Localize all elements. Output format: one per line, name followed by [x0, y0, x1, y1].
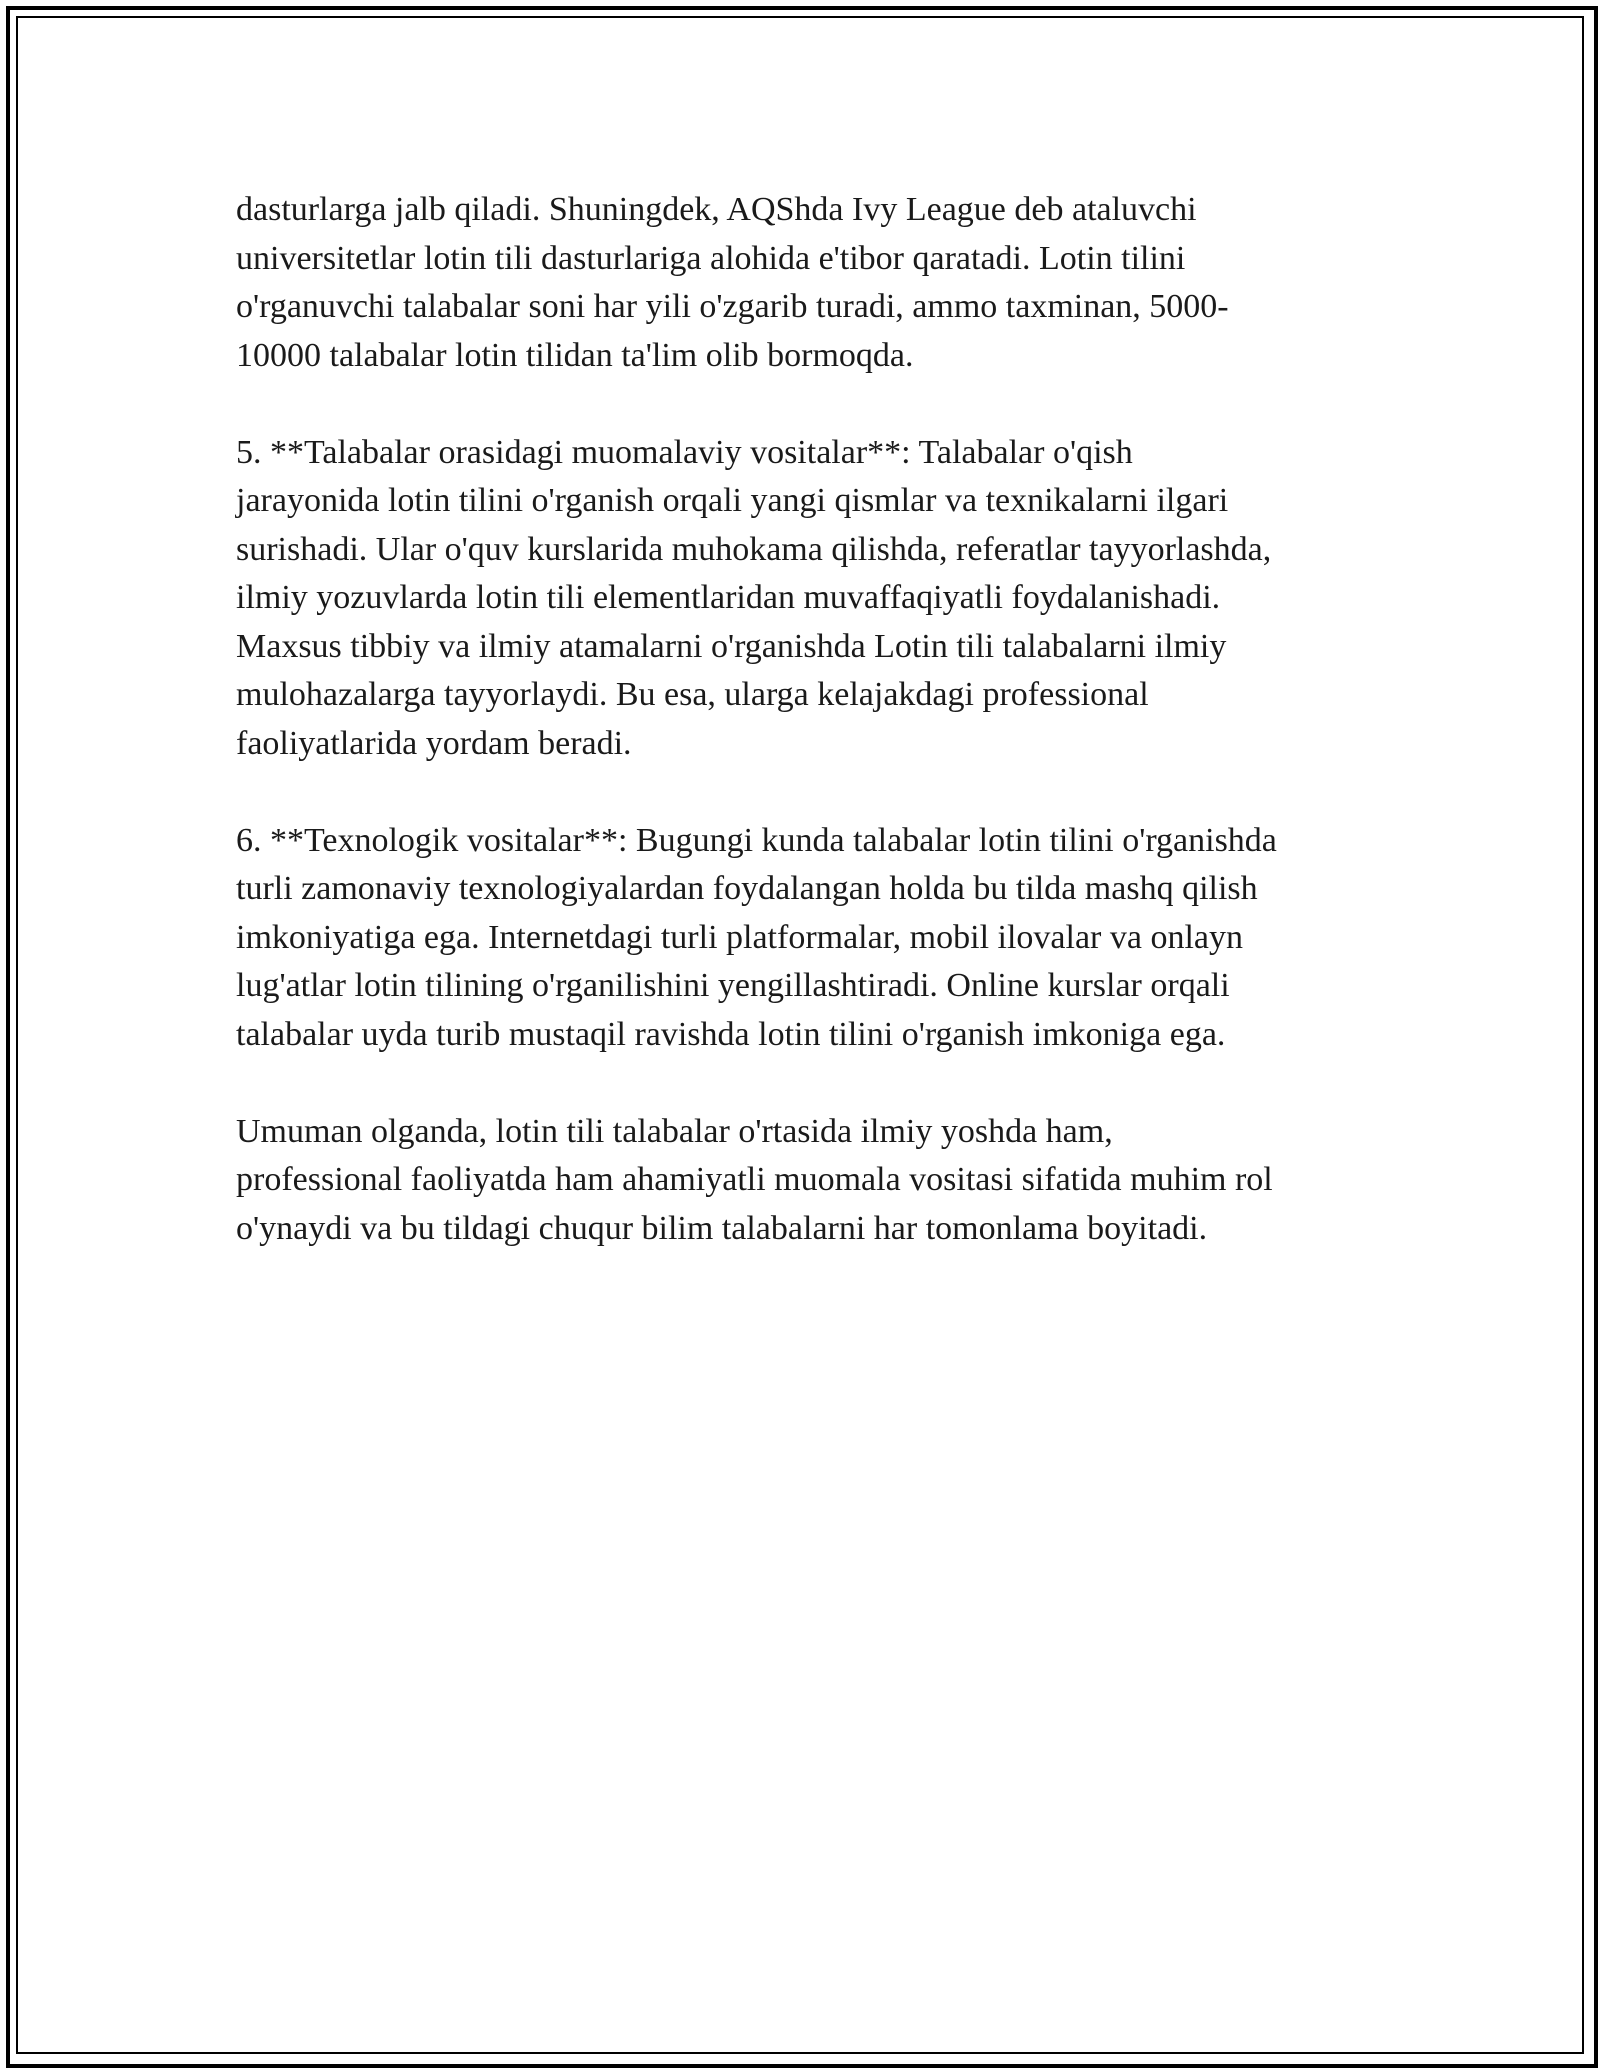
paragraph-item-5: 5. **Talabalar orasidagi muomalaviy vositalar**: Talabalar o'qish jarayonida lotin tilini o'rganish orqali yangi qismlar va texnikalarni ilgari surishadi. Ular o'quv kurslarida muhokama qilishda, referatlar tayyorlashda, ilmiy yozuvlarda lotin tili elementlaridan muvaffaqiyatli foydalanishadi. Maxsus tibbiy va ilmiy atamalarni o'rganishda Lotin tili talabalarni ilmiy mulohazalarga tayyorlaydi. Bu esa, ularga kelajakdagi professional faoliyatlarida yordam beradi.	[236, 433, 1272, 762]
document-body	[236, 186, 1376, 1302]
paragraph-conclusion: Umuman olganda, lotin tili talabalar o'rtasida ilmiy yoshda ham, professional faoliyatda ham ahamiyatli muomala vositasi sifatida muhim rol o'ynaydi va bu tildagi chuqur bilim talabalarni har tomonlama boyitadi.	[236, 1112, 1273, 1247]
paragraph-intro-continuation: dasturlarga jalb qiladi. Shuningdek, AQShda Ivy League deb ataluvchi universitetlar lotin tili dasturlariga alohida e'tibor qaratadi. Lotin tilini o'rganuvchi talabalar soni har yili o'zgarib turadi, ammo taxminan, 5000- 10000 talabalar lotin tilidan ta'lim olib bormoqda.	[236, 191, 1229, 374]
paragraph-item-6: 6. **Texnologik vositalar**: Bugungi kunda talabalar lotin tilini o'rganishda turli zamonaviy texnologiyalardan foydalangan holda bu tilda mashq qilish imkoniyatiga ega. Internetdagi turli platformalar, mobil ilovalar va onlayn lug'atlar lotin tilining o'rganilishini yengillashtiradi. Online kurslar orqali talabalar uyda turib mustaqil ravishda lotin tilini o'rganish imkoniga ega.	[236, 821, 1277, 1053]
